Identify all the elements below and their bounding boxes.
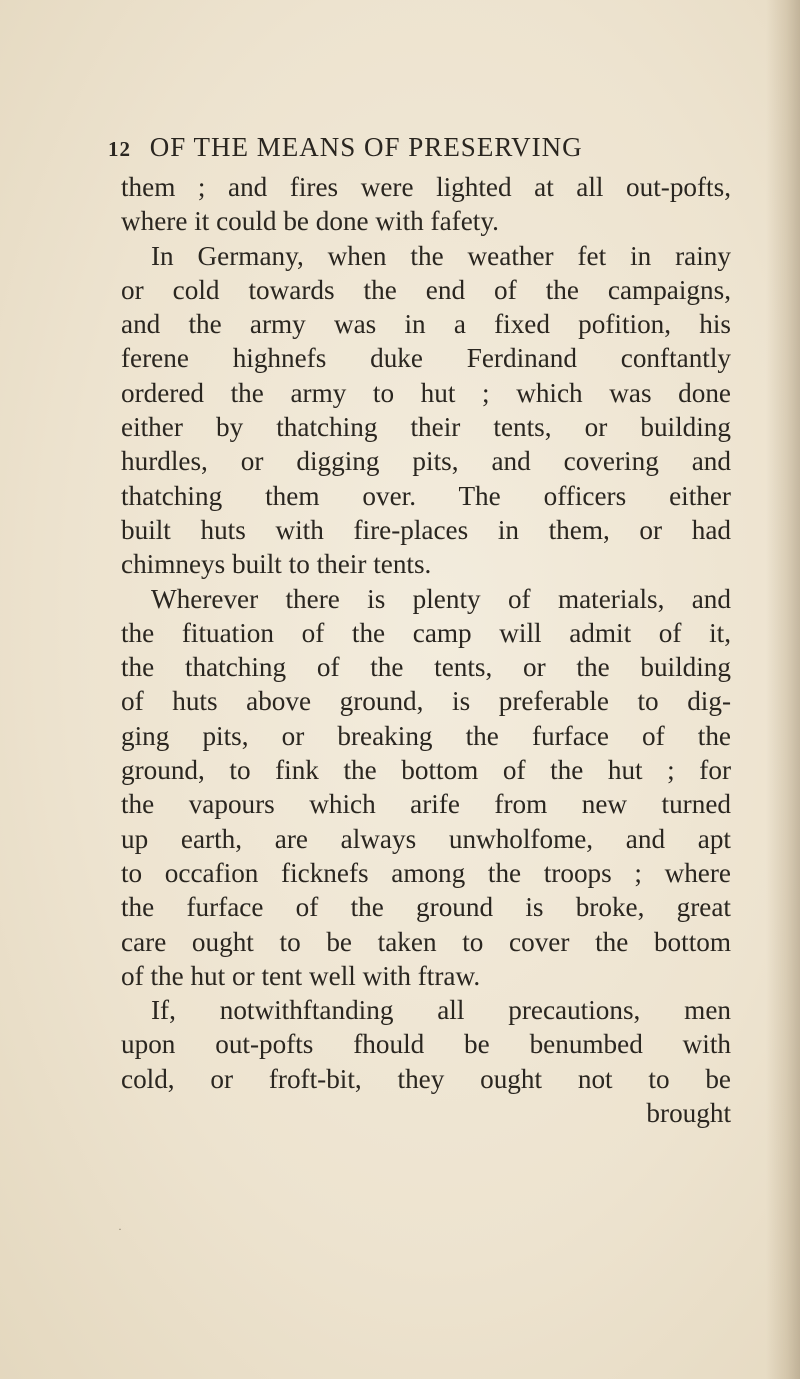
text-line: and the army was in a fixed pofition, his	[121, 309, 731, 340]
text-line: chimneys built to their tents.	[121, 549, 432, 580]
text-line: built huts with fire-places in them, or had	[121, 514, 731, 545]
text-line: ging pits, or breaking the furface of the	[121, 720, 731, 751]
text-line: of the hut or tent well with ftraw.	[121, 960, 481, 991]
text-line: the furface of the ground is broke, great	[121, 892, 731, 923]
text-line: either by thatching their tents, or building	[121, 412, 731, 443]
text-line: cold, or froft-bit, they ought not to be	[121, 1063, 731, 1094]
text-line: where it could be done with fafety.	[121, 206, 499, 237]
text-line: them ; and fires were lighted at all out-pofts,	[121, 172, 731, 202]
text-line: or cold towards the end of the campaigns,	[121, 274, 731, 305]
text-line: the vapours which arife from new turned	[121, 789, 731, 820]
text-line: care ought to be taken to cover the bottom	[121, 926, 731, 957]
text-line: ground, to fink the bottom of the hut ; for	[121, 755, 731, 786]
text-line: Wherever there is plenty of materials, and	[151, 583, 731, 614]
text-line: In Germany, when the weather fet in rainy	[151, 240, 731, 271]
text-line: thatching them over. The officers either	[121, 480, 731, 511]
text-line: up earth, are always unwholfome, and apt	[121, 823, 731, 854]
running-header	[108, 132, 728, 172]
body-text	[121, 170, 731, 1130]
text-line: of huts above ground, is preferable to dig-	[121, 686, 731, 717]
text-line: the thatching of the tents, or the building	[121, 652, 731, 683]
text-line: upon out-pofts fhould be benumbed with	[121, 1029, 731, 1060]
text-line: If, notwithftanding all precautions, men	[151, 995, 731, 1026]
text-line: ordered the army to hut ; which was done	[121, 377, 731, 408]
text-line: ferene highnefs duke Ferdinand conftantly	[121, 343, 731, 374]
running-title: OF THE MEANS OF PRESERVING	[149, 132, 583, 162]
page-number: 12	[108, 137, 131, 161]
page-edge-shadow	[766, 0, 800, 1379]
text-line: to occafion ficknefs among the troops ; where	[121, 857, 731, 888]
text-line: hurdles, or digging pits, and covering and	[121, 446, 731, 477]
paper-speck: ·	[118, 1222, 122, 1236]
catchword: brought	[646, 1098, 731, 1129]
text-line: the fituation of the camp will admit of it,	[121, 617, 731, 648]
